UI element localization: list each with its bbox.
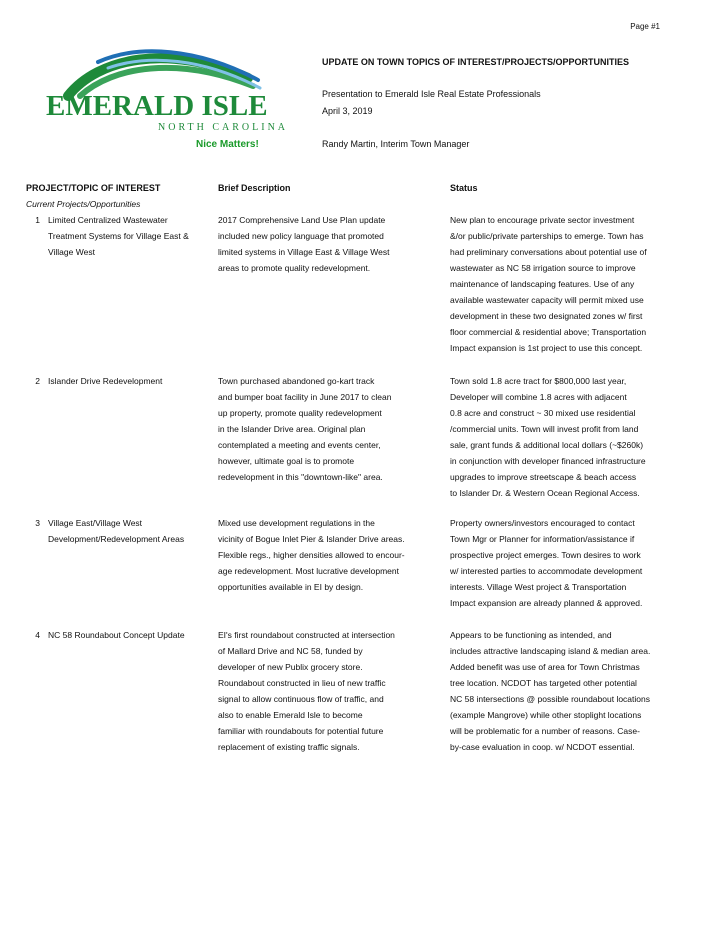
column-header-topic: PROJECT/TOPIC OF INTEREST [26, 183, 161, 193]
row-status: New plan to encourage private sector investment &/or public/private parterships to emerge. Town has had preliminary conversations about potential use of wastewater as NC 58 irrigation source to improve maintenance of landscaping features. Use of any available wastewater capacity will permit mixed use development in these two designated zones w/ first floor commercial & residential above; Transportation Impact expansion is 1st project to use this concept. [450, 215, 647, 353]
column-header-description: Brief Description [218, 183, 291, 193]
row-topic: NC 58 Roundabout Concept Update [48, 630, 185, 640]
row-description: 2017 Comprehensive Land Use Plan update included new policy language that promoted limited systems in Village East & Village West areas to promote quality redevelopment. [218, 215, 390, 273]
row-status: Town sold 1.8 acre tract for $800,000 last year, Developer will combine 1.8 acres with adjacent 0.8 acre and construct ~ 30 mixed use residential /commercial units. Town will invest profit from land sale, grant funds & additional local dollars (~$260k) in conjunction with developer financed infrastructure upgrades to improve streetscape & beach access to Islander Dr. & Western Ocean Regional Access. [450, 376, 646, 498]
emerald-isle-logo [38, 38, 288, 138]
row-description: Town purchased abandoned go-kart track and bumper boat facility in June 2017 to clean up property, promote quality redevelopment in the Islander Drive area. Original plan contemplated a meeting and events center, however, ultimate goal is to promote redevelopment in this "downtown-like" area. [218, 376, 392, 482]
logo-state-text: NORTH CAROLINA [158, 122, 288, 133]
section-label: Current Projects/Opportunities [26, 199, 141, 209]
row-description: Mixed use development regulations in the vicinity of Bogue Inlet Pier & Islander Drive areas. Flexible regs., higher densities allowed to encour- age redevelopment. Most lucrative development opportunities available in EI by design. [218, 518, 405, 592]
logo-wave-graphic [38, 38, 288, 138]
row-number: 3 [35, 518, 40, 528]
logo-name-text: EMERALD ISLE [46, 90, 268, 122]
tagline: Nice Matters! [196, 139, 259, 150]
presenter: Randy Martin, Interim Town Manager [322, 139, 470, 149]
row-topic: Village East/Village West Development/Redevelopment Areas [48, 518, 185, 544]
row-status: Property owners/investors encouraged to contact Town Mgr or Planner for information/assistance if prospective project emerges. Town desires to work w/ interested parties to accommodate development interests. Village West project & Transportation Impact expansion are already planned & approved. [450, 518, 643, 608]
presentation-line: Presentation to Emerald Isle Real Estate Professionals [322, 89, 541, 99]
row-number: 2 [35, 376, 40, 386]
row-number: 1 [35, 215, 40, 225]
document-title: UPDATE ON TOWN TOPICS OF INTEREST/PROJECTS/OPPORTUNITIES [322, 57, 630, 67]
row-status: Appears to be functioning as intended, and includes attractive landscaping island & median area. Added benefit was use of area for Town Christmas tree location. NCDOT has targeted other potential NC 58 intersections @ possible roundabout locations (example Mangrove) while other stoplight locations will be problematic for a number of reasons. Case- by-case evaluation in coop. w/ NCDOT essential. [450, 630, 651, 752]
row-number: 4 [35, 630, 40, 640]
row-description: EI's first roundabout constructed at intersection of Mallard Drive and NC 58, funded by developer of new Publix grocery store. Roundabout constructed in lieu of new traffic signal to allow continuous flow of traffic, and also to enable Emerald Isle to become familiar with roundabouts for potential future replacement of existing traffic signals. [218, 630, 395, 752]
page-number: Page #1 [630, 22, 660, 31]
column-header-status: Status [450, 183, 478, 193]
row-topic: Islander Drive Redevelopment [48, 376, 163, 386]
row-topic: Limited Centralized Wastewater Treatment Systems for Village East & Village West [48, 215, 189, 257]
presentation-date: April 3, 2019 [322, 106, 373, 116]
